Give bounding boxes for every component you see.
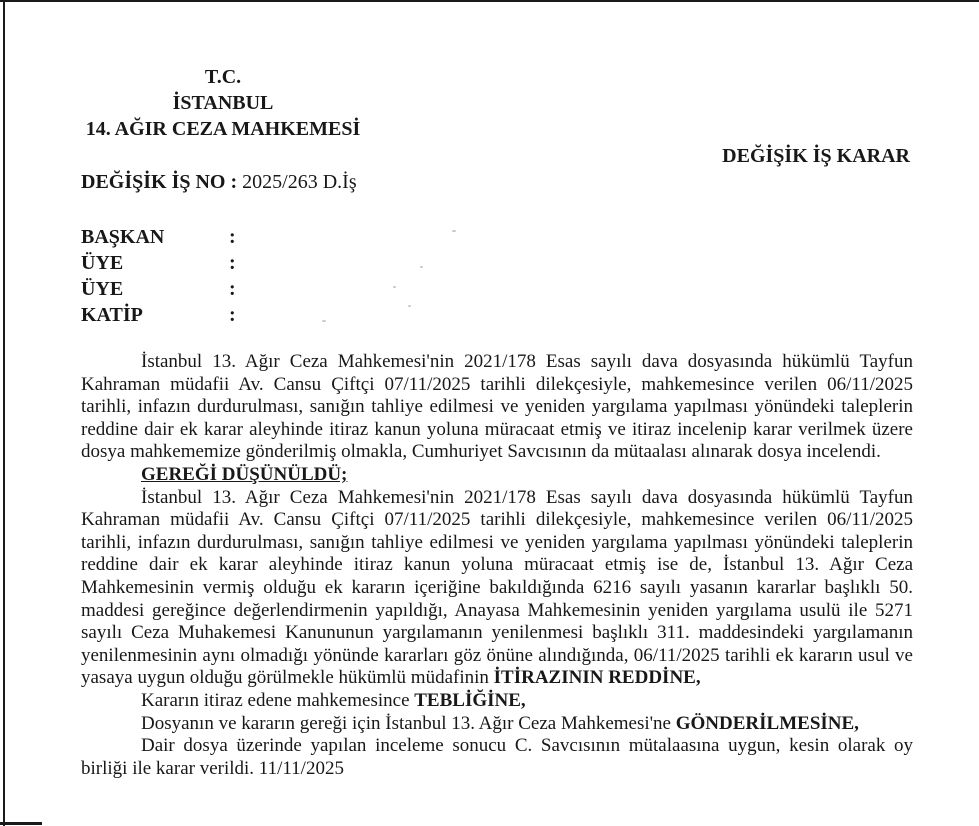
scan-artifact <box>322 320 326 322</box>
section-heading <box>81 464 913 487</box>
decision-body <box>81 351 913 780</box>
colon-separator: : <box>229 252 236 274</box>
city-label: İSTANBUL <box>172 92 274 114</box>
case-number-value: 2025/263 D.İş <box>242 171 357 193</box>
case-number-line <box>81 171 357 194</box>
ruling-notification-text: Kararın itiraz edene mahkemesince <box>141 689 415 711</box>
republic-label: T.C. <box>204 66 242 88</box>
intro-paragraph: İstanbul 13. Ağır Ceza Mahkemesi'nin 2021/178 Esas sayılı dava dosyasında hükümlü Tayfun Kahraman müdafii Av. Cansu Çiftçi 07/11/2025 tarihli dilekçesiyle, mahkemesince verilen 06/11/2025 tarihli, infazın durdurulması, sanığın tahliye edilmesi ve yeniden yargılama yapılması yönündeki taleplerin reddine dair ek karar aleyhinde itiraz kanun yoluna müracaat etmiş ve itiraz incelenip karar verilmek üzere dosya mahkememize gönderilmiş olmakla, Cumhuriyet Savcısının da mütaalası alınarak dosya incelendi. <box>81 351 913 463</box>
case-number-label: DEĞİŞİK İŞ NO : <box>81 171 238 193</box>
assessment-text: İstanbul 13. Ağır Ceza Mahkemesi'nin 2021/178 Esas sayılı dava dosyasında hükümlü Tayfun Kahraman müdafii Av. Cansu Çiftçi 07/11/2025 tarihli dilekçesiyle, mahkemesince verilen 06/11/2025 tarihli, infazın durdurulması, sanığın tahliye edilmesi ve yeniden yargılama yapılması yönündeki taleplerin reddine dair ek karar aleyhinde itiraz kanun yoluna müracaat etmiş ise de, İstanbul 13. Ağır Ceza Mahkemesinin vermiş olduğu ek kararın içeriğine bakıldığında 6216 sayılı yasanın kararlar başlıklı 50. maddesi gereğince değerlendirmenin yapıldığı, Anayasa Mahkemesinin yeniden yargılama usulü ile 5271 sayılı Ceza Muhakemesi Kanununun yargılamanın yenilenmesi başlıklı 311. maddesindeki yargılamanın yenilenmesinin aynı olmadığı yönünde kararları göz önüne alındığında, 06/11/2025 tarihli ek kararın usul ve yasaya uygun olduğu görülmekle hükümlü müdafinin <box>81 486 913 689</box>
court-name: 14. AĞIR CEZA MAHKEMESİ <box>85 118 361 140</box>
scan-artifact <box>393 286 396 288</box>
colon-separator: : <box>229 226 236 248</box>
official-label: ÜYE <box>81 252 124 274</box>
official-row-baskan <box>81 224 236 250</box>
colon-separator: : <box>229 304 236 326</box>
scan-artifact <box>452 230 456 232</box>
ruling-rejection: İTİRAZININ REDDİNE, <box>493 667 701 689</box>
official-label: KATİP <box>81 304 143 326</box>
official-label: BAŞKAN <box>81 226 165 248</box>
official-row-uye-2 <box>81 276 236 302</box>
ruling-notification-line <box>81 690 913 713</box>
official-row-uye-1 <box>81 250 236 276</box>
document-type-title: DEĞİŞİK İŞ KARAR <box>722 145 910 167</box>
scan-edge-bottom-left <box>0 822 42 825</box>
scan-edge-top <box>0 0 979 2</box>
ruling-forwarding-bold: GÖNDERİLMESİNE, <box>675 712 859 734</box>
ruling-notification-bold: TEBLİĞİNE, <box>414 689 526 711</box>
closing-paragraph: Dair dosya üzerinde yapılan inceleme sonucu C. Savcısının mütalaasına uygun, kesin olarak oy birliği ile karar verildi. 11/11/2025 <box>81 735 913 779</box>
assessment-paragraph <box>81 487 913 690</box>
official-row-katip <box>81 302 236 328</box>
official-label: ÜYE <box>81 278 124 300</box>
scan-artifact <box>420 266 423 268</box>
section-heading-text: GEREĞİ DÜŞÜNÜLDÜ; <box>141 463 348 485</box>
officials-block <box>81 224 236 328</box>
ruling-forwarding-text: Dosyanın ve kararın gereği için İstanbul 13. Ağır Ceza Mahkemesi'ne <box>141 712 676 734</box>
court-header <box>78 64 368 142</box>
ruling-forwarding-line <box>81 713 913 736</box>
scan-artifact <box>408 305 411 307</box>
colon-separator: : <box>229 278 236 300</box>
scan-edge-left <box>3 0 5 826</box>
